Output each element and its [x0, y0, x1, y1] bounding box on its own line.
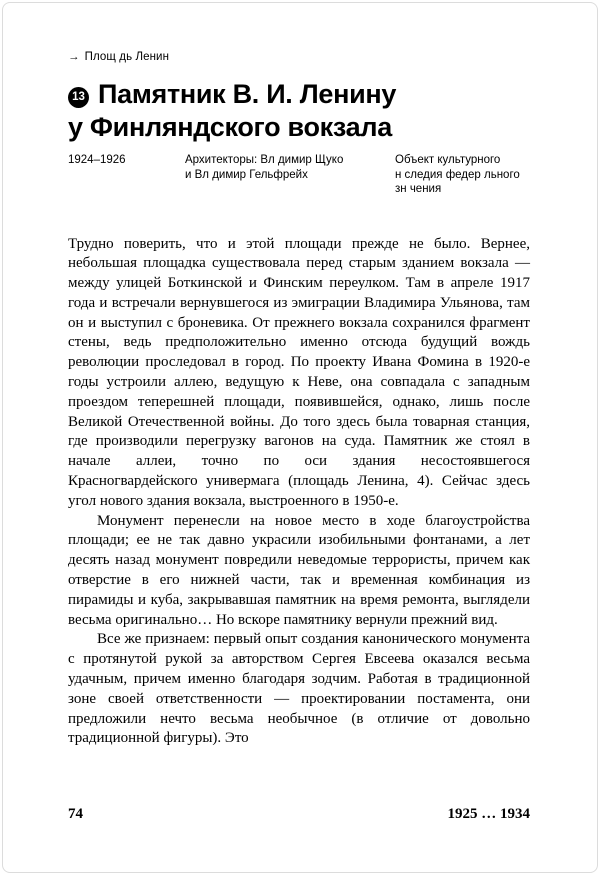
- heritage-status: [395, 153, 530, 197]
- entry-title: [68, 78, 530, 144]
- entry-years: 1924–1926: [68, 154, 126, 166]
- arrow-right-icon: →: [68, 51, 80, 63]
- page-footer: [68, 806, 530, 823]
- paragraph: Все же признаем: первый опыт создания канонического монумента с протянутой рукой за авторством Сергея Евсеева оказался весьма удачным, причем именно благодаря зодчим. Работая в традиционной зоне своей ответственности — проектировании постамента, они предложили нечто весьма необычное (в отличие от довольно традиционной фигуры). Это: [68, 631, 530, 747]
- page-content: [68, 0, 530, 749]
- entry-title-line-1: Памятник В. И. Ленину: [98, 79, 397, 109]
- heritage-status-line: Объект культурного: [395, 154, 501, 166]
- entry-meta: [68, 153, 530, 197]
- paragraph: Трудно поверить, что и этой площади прежде не было. Вернее, небольшая площадка существовала перед старым зданием вокзала — между улицей Боткинской и Финским переулком. Там в апреле 1917 года и встречали вернувшегося из эмиграции Владимира Ульянова, там он и выступил с броневика. От прежнего вокзала сохранился фрагмент стены, ведь предположительно именно отсюда будущий вождь революции проследовал в город. По проекту Ивана Фомина в 1920-е годы устроили аллею, ведущую к Неве, она совпадала с западным проездом теперешней площади, появившейся, однако, лишь после Великой Отечественной войны. До того здесь была товарная станция, где производили перегрузку вагонов на суда. Памятник же стоял в начале аллеи, точно по оси здания несостоявшегося Красногвардейского универмага (площадь Ленина, 4). Сейчас здесь угол нового здания вокзала, выстроенного в 1950-е.: [68, 235, 530, 509]
- entry-title-line-2: у Финляндского вокзала: [68, 112, 392, 142]
- paragraph: Монумент перенесли на новое место в ходе благоустройства площади; ее не так давно украсили изобильными фонтанами, а лет десять назад монумент повредили неведомые террористы, причем как отверстие в его нижней части, так и временная комбинация из пирамиды и куба, закрывавшая памятник на время ремонта, выглядели весьма оригинально… Но вскоре памятнику вернули прежний вид.: [68, 512, 530, 628]
- entry-architects: [185, 153, 395, 197]
- page-number: 74: [68, 806, 83, 822]
- architects-line: и Вл димир Гельфрейх: [185, 168, 308, 181]
- body-text: [68, 235, 530, 750]
- entry-number-badge: 13: [68, 87, 89, 108]
- architects-line: Архитекторы: Вл димир Щуко: [185, 154, 344, 166]
- heritage-status-line: зн чения: [395, 183, 442, 195]
- breadcrumb-label: Площ дь Ленин: [84, 51, 170, 63]
- chapter-year-range: 1925 … 1934: [447, 806, 530, 822]
- section-breadcrumb: [68, 0, 530, 65]
- heritage-status-line: н следия федер льного: [395, 168, 520, 181]
